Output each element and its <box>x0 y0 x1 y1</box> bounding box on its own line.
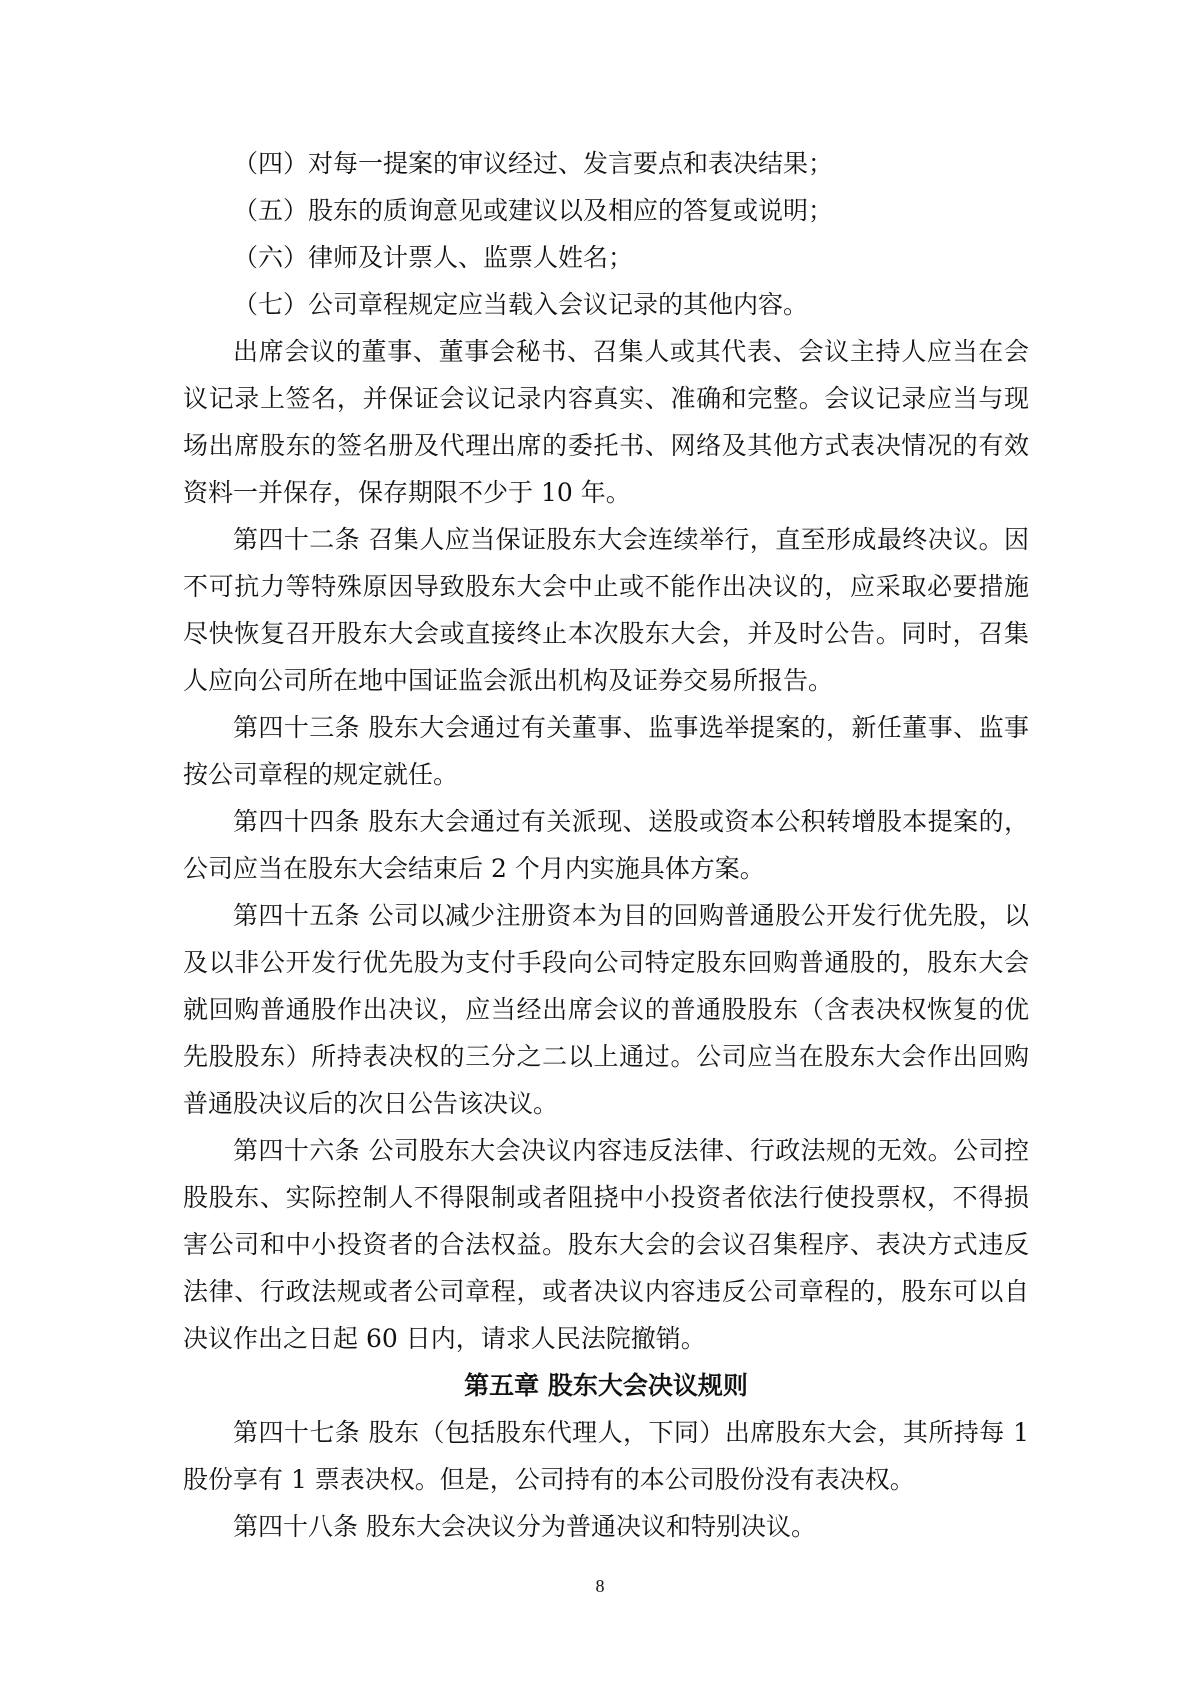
document-page <box>183 140 1029 1550</box>
paragraph-article-46: 第四十六条 公司股东大会决议内容违反法律、行政法规的无效。公司控股股东、实际控制人不得限制或者阻挠中小投资者依法行使投票权，不得损害公司和中小投资者的合法权益。股东大会的会议召集程序、表决方式违反法律、行政法规或者公司章程，或者决议内容违反公司章程的，股东可以自决议作出之日起 60 日内，请求人民法院撤销。 <box>183 1136 1029 1353</box>
paragraph-article-45: 第四十五条 公司以减少注册资本为目的回购普通股公开发行优先股，以及以非公开发行优先股为支付手段向公司特定股东回购普通股的，股东大会就回购普通股作出决议，应当经出席会议的普通股股东（含表决权恢复的优先股股东）所持表决权的三分之二以上通过。公司应当在股东大会作出回购普通股决议后的次日公告该决议。 <box>183 901 1029 1118</box>
list-item: （六）律师及计票人、监票人姓名； <box>233 243 634 272</box>
list-item: （五）股东的质询意见或建议以及相应的答复或说明； <box>233 196 834 225</box>
list-item: （四）对每一提案的审议经过、发言要点和表决结果； <box>233 149 834 178</box>
paragraph-article-47: 第四十七条 股东（包括股东代理人，下同）出席股东大会，其所持每 1 股份享有 1 票表决权。但是，公司持有的本公司股份没有表决权。 <box>183 1418 1029 1494</box>
page-number: 8 <box>595 1576 605 1596</box>
paragraph-article-48: 第四十八条 股东大会决议分为普通决议和特别决议。 <box>233 1512 816 1541</box>
paragraph-article-43: 第四十三条 股东大会通过有关董事、监事选举提案的，新任董事、监事按公司章程的规定就任。 <box>183 713 1029 789</box>
list-item: （七）公司章程规定应当载入会议记录的其他内容。 <box>233 290 809 319</box>
paragraph-article-42: 第四十二条 召集人应当保证股东大会连续举行，直至形成最终决议。因不可抗力等特殊原因导致股东大会中止或不能作出决议的，应采取必要措施尽快恢复召开股东大会或直接终止本次股东大会，并及时公告。同时，召集人应向公司所在地中国证监会派出机构及证券交易所报告。 <box>183 525 1029 695</box>
paragraph-article-44: 第四十四条 股东大会通过有关派现、送股或资本公积转增股本提案的，公司应当在股东大会结束后 2 个月内实施具体方案。 <box>183 807 1029 883</box>
paragraph-meeting-record-signature: 出席会议的董事、董事会秘书、召集人或其代表、会议主持人应当在会议记录上签名，并保证会议记录内容真实、准确和完整。会议记录应当与现场出席股东的签名册及代理出席的委托书、网络及其他方式表决情况的有效资料一并保存，保存期限不少于 10 年。 <box>183 337 1029 507</box>
chapter-title: 第五章 股东大会决议规则 <box>464 1371 748 1400</box>
